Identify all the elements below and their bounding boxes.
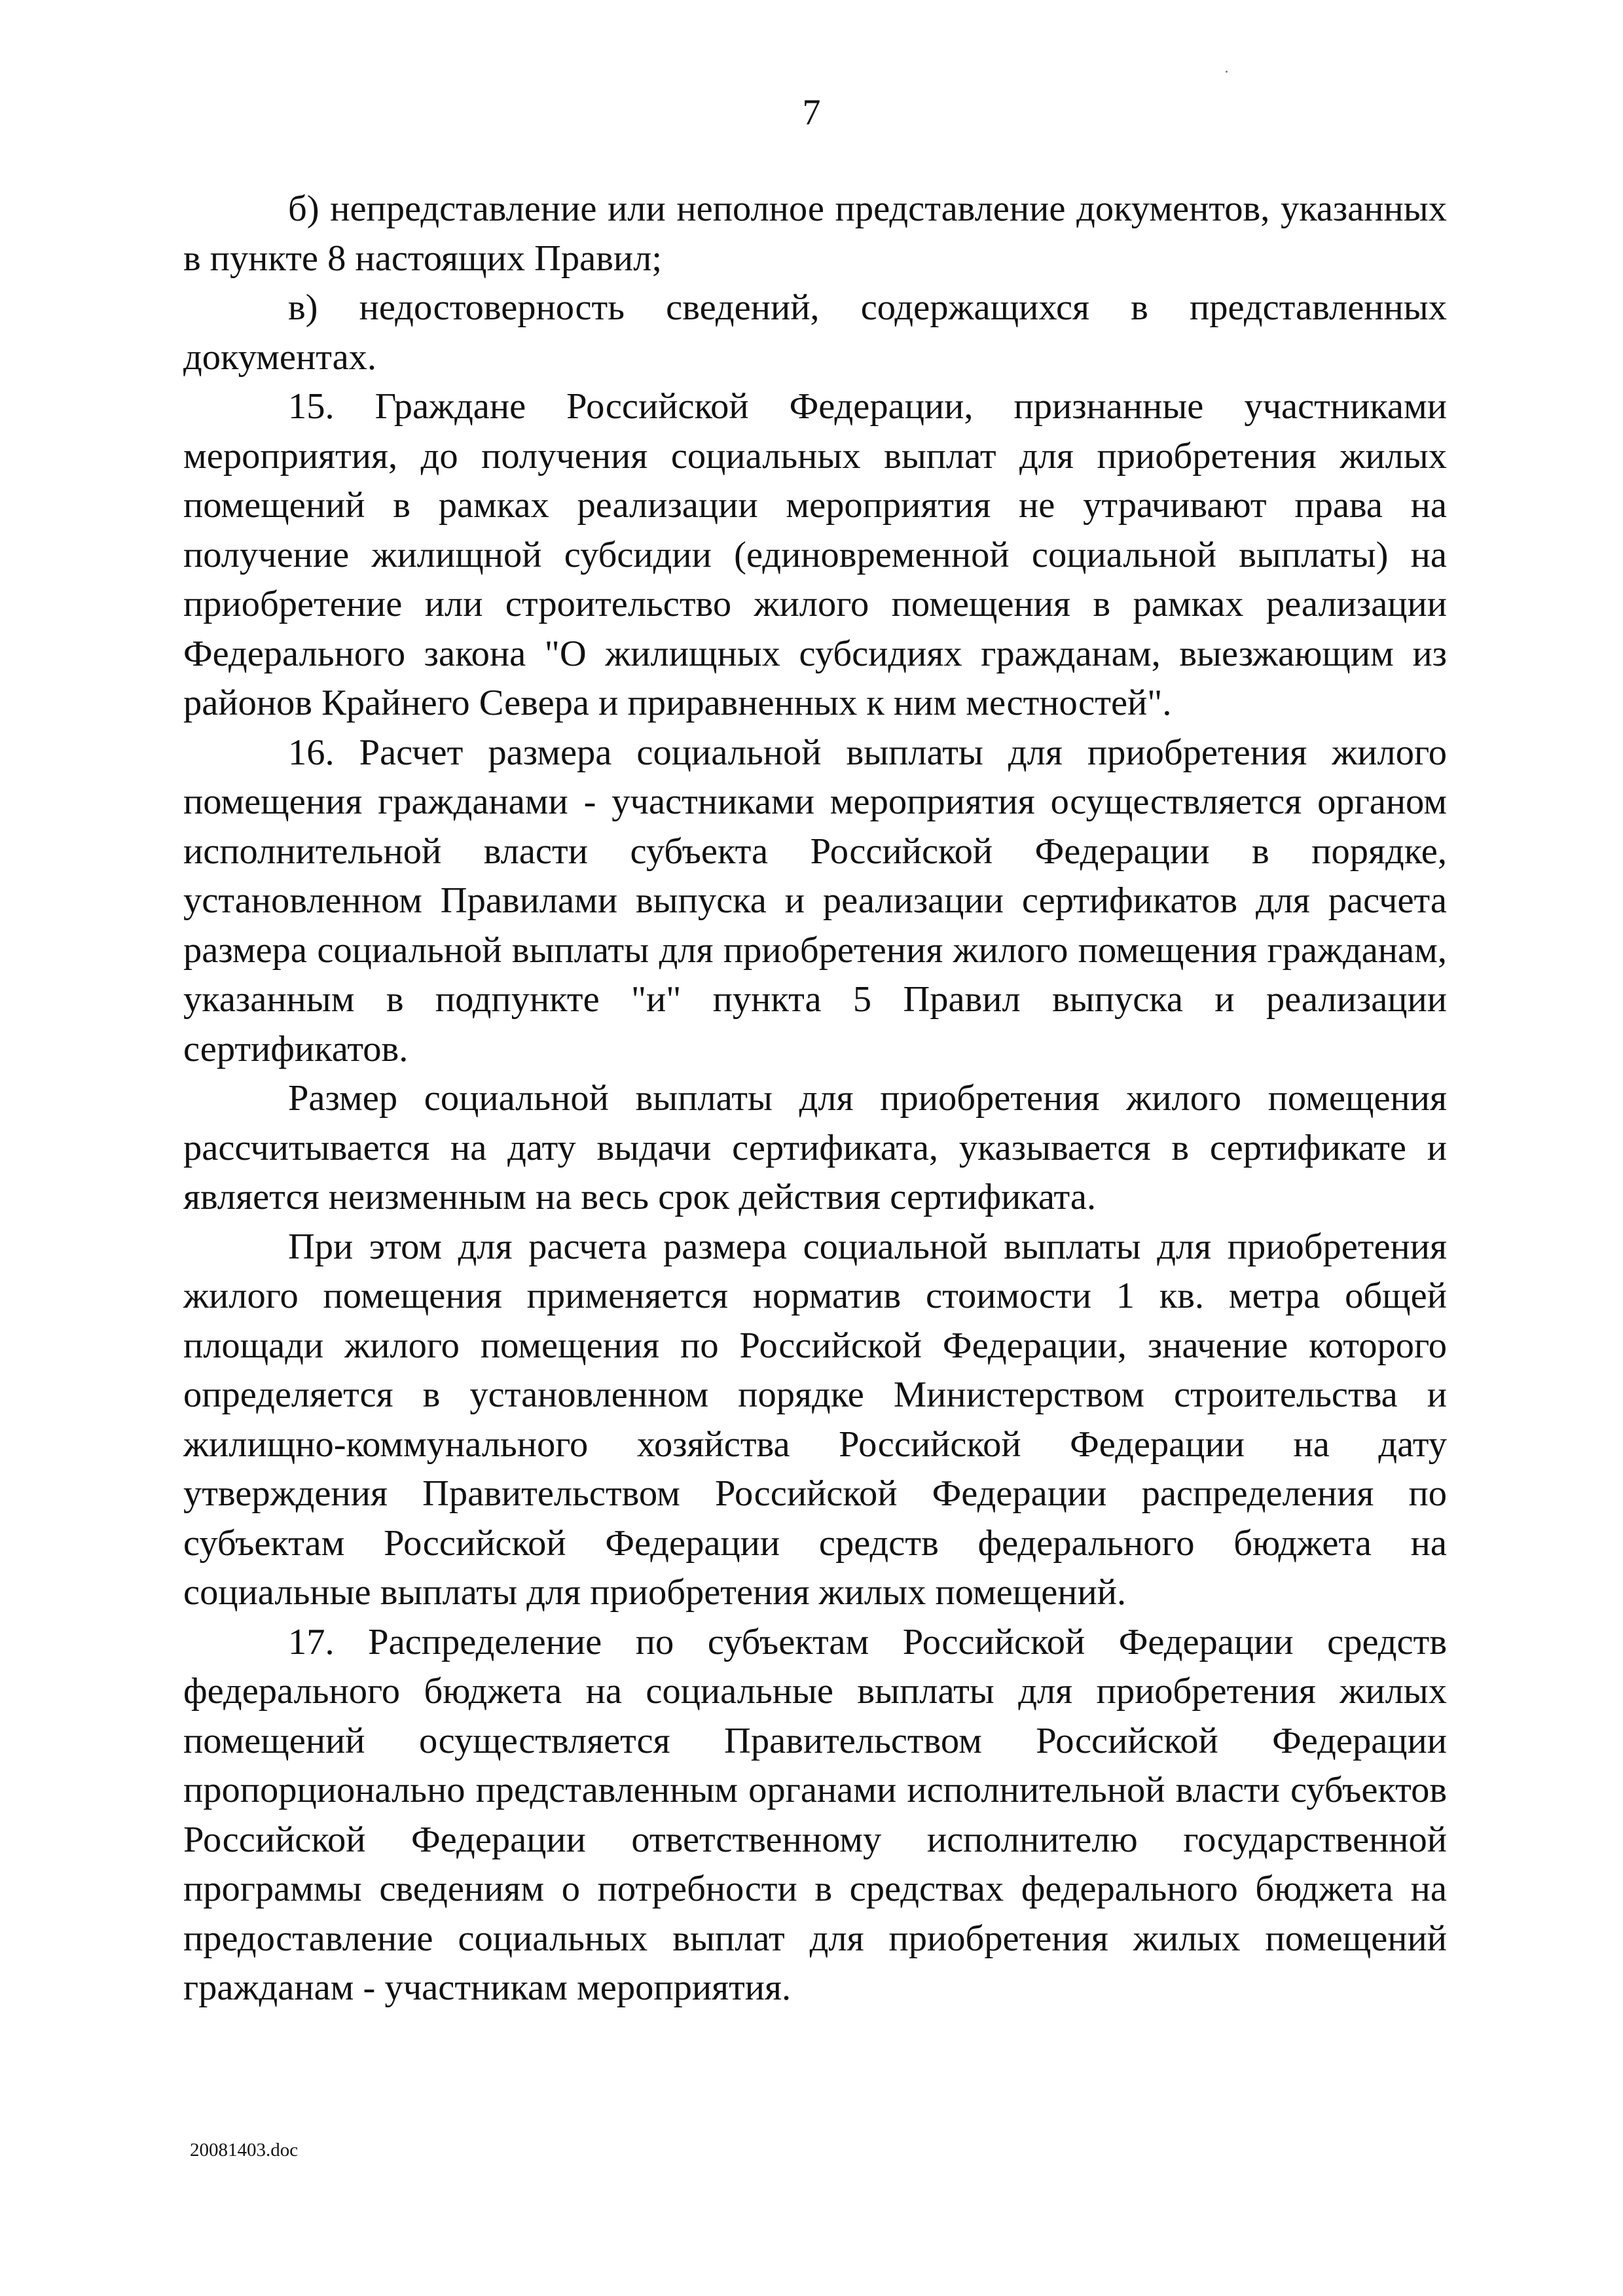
paragraph-clause-15: 15. Граждане Российской Федерации, признанные участниками мероприятия, до получения социальных выплат для приобретения жилых помещений в рамках реализации мероприятия не утрачивают права на получение жилищной субсидии (единовременной социальной выплаты) на приобретение или строительство жилого помещения в рамках реализации Федерального закона "О жилищных субсидиях гражданам, выезжающим из районов Крайнего Севера и приравненных к ним местностей". — [183, 386, 1447, 723]
paragraph-item-v: в) недостоверность сведений, содержащихся в представленных документах. — [183, 287, 1447, 378]
paragraph-cost-standard: При этом для расчета размера социальной выплаты для приобретения жилого помещения применяется норматив стоимости 1 кв. метра общей площади жилого помещения по Российской Федерации, значение которого определяется в установленном порядке Министерством строительства и жилищно-коммунального хозяйства Российской Федерации на дату утверждения Правительством Российской Федерации распределения по субъектам Российской Федерации средств федерального бюджета на социальные выплаты для приобретения жилых помещений. — [183, 1226, 1447, 1613]
page-number: 7 — [802, 92, 821, 133]
document-body — [183, 185, 1447, 2013]
paragraph-payment-size: Размер социальной выплаты для приобретения жилого помещения рассчитывается на дату выдачи сертификата, указывается в сертификате и является неизменным на весь срок действия сертификата. — [183, 1078, 1447, 1217]
document-filename: 20081403.doc — [190, 2140, 299, 2161]
paragraph-item-b: б) непредставление или неполное представление документов, указанных в пункте 8 настоящих Правил; — [183, 188, 1447, 279]
paragraph-clause-16: 16. Расчет размера социальной выплаты для приобретения жилого помещения гражданами - участниками мероприятия осуществляется органом исполнительной власти субъекта Российской Федерации в порядке, установленном Правилами выпуска и реализации сертификатов для расчета размера социальной выплаты для приобретения жилого помещения гражданам, указанным в подпункте "и" пункта 5 Правил выпуска и реализации сертификатов. — [183, 732, 1447, 1069]
scan-speck — [1226, 71, 1228, 73]
paragraph-clause-17: 17. Распределение по субъектам Российской Федерации средств федерального бюджета на социальные выплаты для приобретения жилых помещений осуществляется Правительством Российской Федерации пропорционально представленным органами исполнительной власти субъектов Российской Федерации ответственному исполнителю государственной программы сведениям о потребности в средствах федерального бюджета на предоставление социальных выплат для приобретения жилых помещений гражданам - участникам мероприятия. — [183, 1621, 1447, 2008]
